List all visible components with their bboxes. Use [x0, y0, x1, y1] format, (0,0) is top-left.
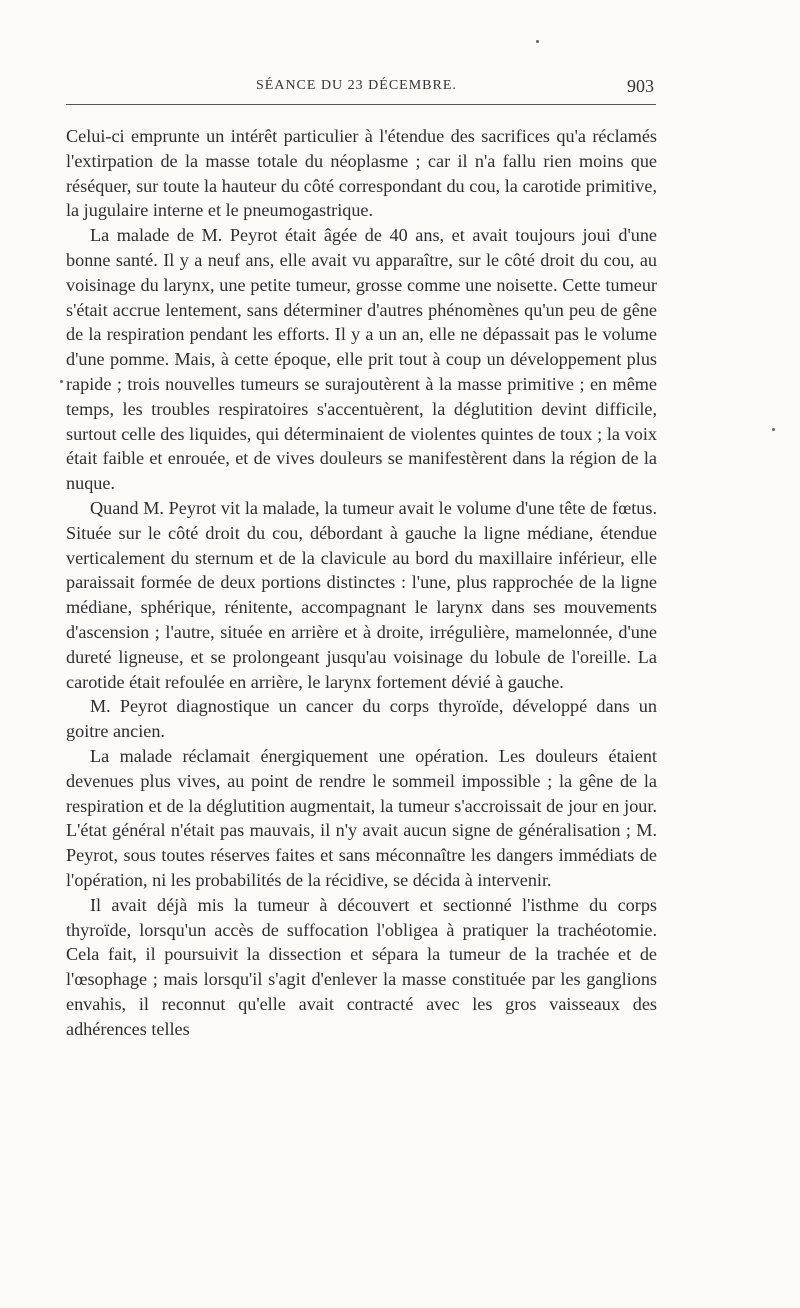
header-title: SÉANCE DU 23 DÉCEMBRE.: [256, 78, 457, 93]
paragraph-3: Quand M. Peyrot vit la malade, la tumeur avait le volume d'une tête de fœtus. Située sur le côté droit du cou, débordant à gauche la ligne médiane, étendue verticalement du sternum et de la clavicule au bord du maxillaire inférieur, elle paraissait formée de deux portions distinctes : l'une, plus rapprochée de la ligne médiane, sphérique, rénitente, accompagnant le larynx dans ses mouvements d'ascension ; l'autre, située en arrière et à droite, irrégulière, mamelonnée, d'une dureté ligneuse, et se prolongeant jusqu'au voisinage du lobule de l'oreille. La carotide était refoulée en arrière, le larynx fortement dévié à gauche.: [66, 497, 657, 692]
print-speck: [772, 428, 775, 431]
paragraph-5: La malade réclamait énergiquement une opération. Les douleurs étaient devenues plus vives, au point de rendre le sommeil impossible ; la gêne de la respiration et de la déglutition augmentait, la tumeur s'accroissait de jour en jour. L'état général n'était pas mauvais, il n'y avait aucun signe de généralisation ; M. Peyrot, sous toutes réserves faites et sans méconnaître les dangers immédiats de l'opération, ni les probabilités de la récidive, se décida à intervenir.: [66, 745, 657, 890]
paragraph-2: La malade de M. Peyrot était âgée de 40 ans, et avait toujours joui d'une bonne santé. Il y a neuf ans, elle avait vu apparaître, sur le côté droit du cou, au voisinage du larynx, une petite tumeur, grosse comme une noisette. Cette tumeur s'était accrue lentement, sans déterminer d'autres phénomènes qu'un peu de gêne de la respiration pendant les efforts. Il y a un an, elle ne dépassait pas le volume d'une pomme. Mais, à cette époque, elle prit tout à coup un développement plus rapide ; trois nouvelles tumeurs se surajoutèrent à la masse primitive ; en même temps, les troubles respiratoires s'accentuèrent, la déglutition devint difficile, surtout celle des liquides, qui déterminaient de violentes quintes de toux ; la voix était faible et enrouée, et de vives douleurs se manifestèrent dans la région de la nuque.: [66, 225, 657, 494]
print-speck: [60, 380, 63, 383]
page-number: 903: [627, 76, 654, 96]
body-text: [66, 124, 657, 1041]
paragraph-4: M. Peyrot diagnostique un cancer du corps thyroïde, développé dans un goitre ancien.: [66, 696, 657, 742]
paragraph-1: Celui-ci emprunte un intérêt particulier à l'étendue des sacrifices qu'a réclamés l'extirpation de la masse totale du néoplasme ; car il n'a fallu rien moins que réséquer, sur toute la hauteur du côté correspondant du cou, la carotide primitive, la jugulaire interne et le pneumogastrique.: [66, 126, 657, 221]
running-header: [66, 76, 656, 100]
print-speck: [536, 40, 539, 43]
paragraph-6: Il avait déjà mis la tumeur à découvert et sectionné l'isthme du corps thyroïde, lorsqu'un accès de suffocation l'obligea à pratiquer la trachéotomie. Cela fait, il poursuivit la dissection et sépara la tumeur de la trachée et de l'œsophage ; mais lorsqu'il s'agit d'enlever la masse constituée par les ganglions envahis, il reconnut qu'elle avait contracté avec les gros vaisseaux des adhérences telles: [66, 894, 657, 1039]
header-rule: [66, 104, 656, 105]
